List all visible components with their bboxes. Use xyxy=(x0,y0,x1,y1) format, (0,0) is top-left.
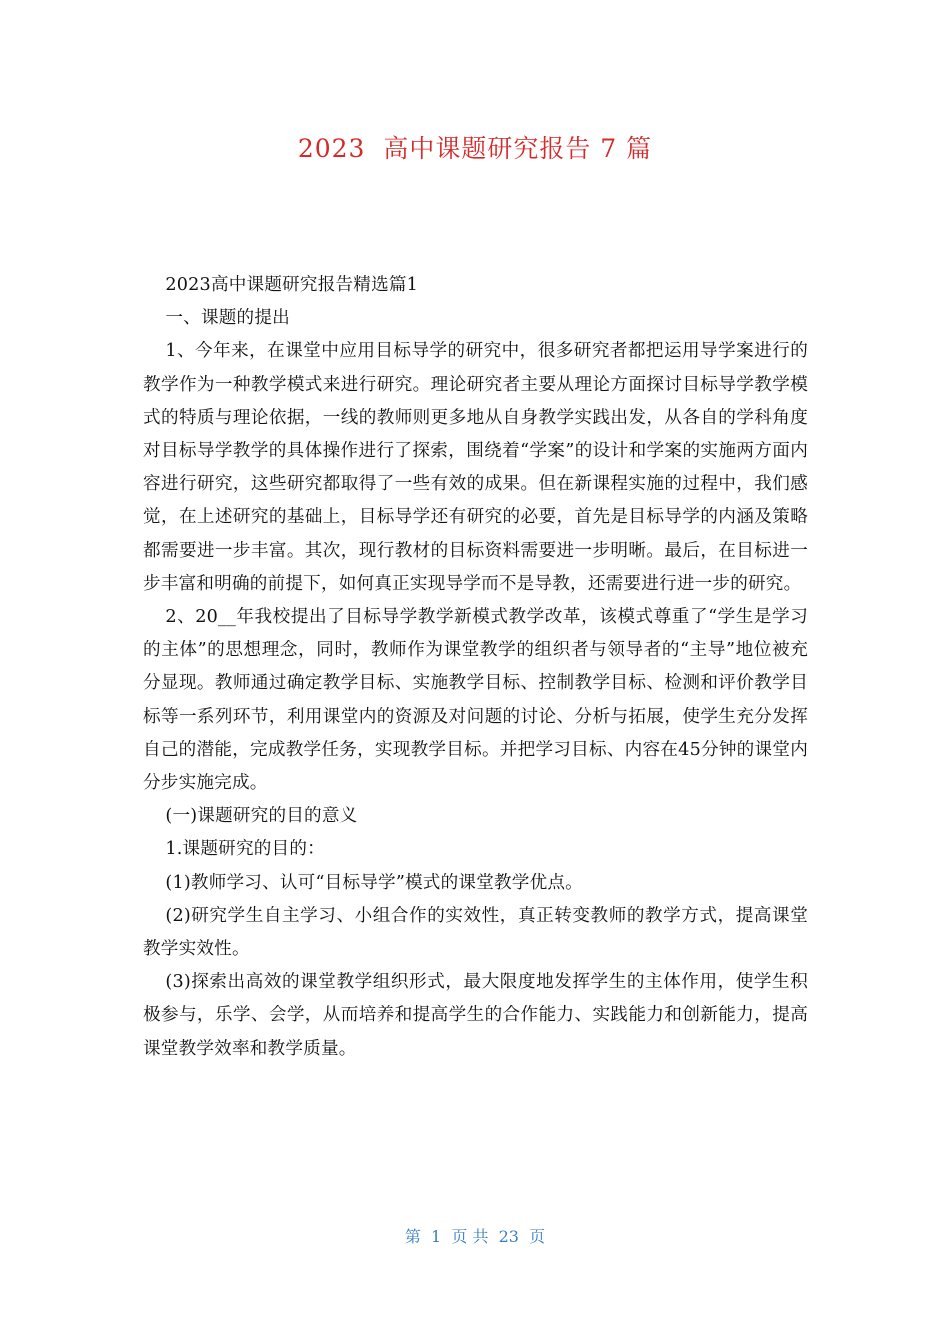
list-item: (1)教师学习、认可“目标导学”模式的课堂教学优点。 xyxy=(165,872,583,893)
document-body xyxy=(143,269,808,1066)
body-paragraph: 2、20__年我校提出了目标导学教学新模式教学改革，该模式尊重了“学生是学习的主体”的思想理念，同时，教师作为课堂教学的组织者与领导者的“主导”地位被充分显现。教师通过确定教学目标、实施教学目标、控制教学目标、检测和评价教学目标等一系列环节，利用课堂内的资源及对问题的讨论、分析与拓展，使学生充分发挥自己的潜能，完成教学任务，实现教学目标。并把学习目标、内容在45分钟的课堂内分步实施完成。 xyxy=(143,607,808,794)
subsection-heading: (一)课题研究的目的意义 xyxy=(165,806,358,827)
section-heading: 2023高中课题研究报告精选篇1 xyxy=(165,275,419,295)
document-title: 2023 高中课题研究报告 7 篇 xyxy=(297,134,653,163)
body-paragraph: 1、今年来，在课堂中应用目标导学的研究中，很多研究者都把运用导学案进行的教学作为一种教学模式来进行研究。理论研究者主要从理论方面探讨目标导学教学模式的特质与理论依据，一线的教师则更多地从自身教学实践出发，从各自的学科角度对目标导学教学的具体操作进行了探索，围绕着“学案”的设计和学案的实施两方面内容进行研究，这些研究都取得了一些有效的成果。但在新课程实施的过程中，我们感觉，在上述研究的基础上，目标导学还有研究的必要，首先是目标导学的内涵及策略都需要进一步丰富。其次，现行教材的目标资料需要进一步明晰。最后，在目标进一步丰富和明确的前提下，如何真正实现导学而不是导教，还需要进行进一步的研究。 xyxy=(143,341,808,594)
page-footer: 第 1 页 共 23 页 xyxy=(404,1227,546,1246)
subsection-heading: 一、课题的提出 xyxy=(165,308,290,329)
list-item: (2)研究学生自主学习、小组合作的实效性，真正转变教师的教学方式，提高课堂教学实效性。 xyxy=(143,905,808,960)
list-heading: 1.课题研究的目的： xyxy=(165,839,325,860)
list-item: (3)探索出高效的课堂教学组织形式，最大限度地发挥学生的主体作用，使学生积极参与，乐学、会学，从而培养和提高学生的合作能力、实践能力和创新能力，提高课堂教学效率和教学质量。 xyxy=(143,972,808,1059)
